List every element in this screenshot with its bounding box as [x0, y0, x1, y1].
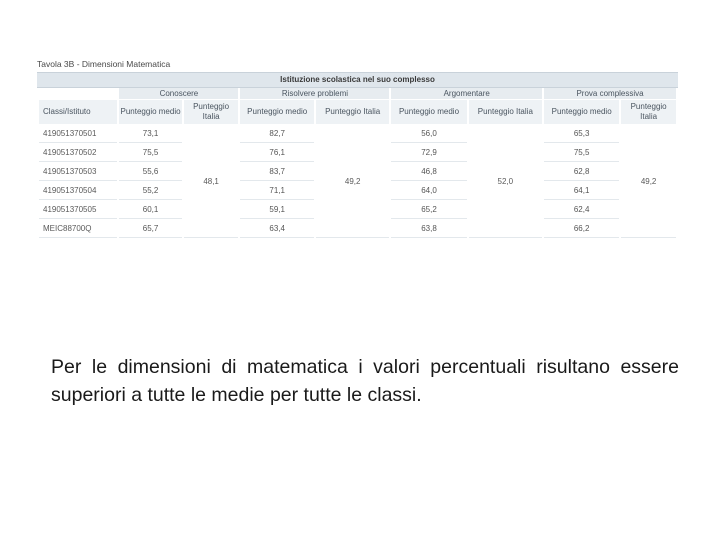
value-prova: 62,8	[544, 163, 619, 181]
school-code: MEIC88700Q	[39, 220, 117, 238]
italia-conoscere: 48,1	[184, 125, 239, 238]
value-risolvere: 71,1	[240, 182, 313, 200]
school-code: 419051370503	[39, 163, 117, 181]
value-risolvere: 76,1	[240, 144, 313, 162]
column-header-punteggio-italia: Punteggio Italia	[469, 100, 542, 124]
value-risolvere: 82,7	[240, 125, 313, 143]
summary-paragraph: Per le dimensioni di matematica i valori percentuali risultano essere superiori a tutte le medie per tutte le classi.	[51, 355, 679, 406]
value-argomentare: 56,0	[391, 125, 466, 143]
value-prova: 64,1	[544, 182, 619, 200]
value-argomentare: 65,2	[391, 201, 466, 219]
group-argomentare: Argomentare	[391, 88, 542, 99]
group-risolvere-problemi: Risolvere problemi	[240, 88, 389, 99]
value-argomentare: 63,8	[391, 220, 466, 238]
school-code: 419051370504	[39, 182, 117, 200]
value-risolvere: 59,1	[240, 201, 313, 219]
group-prova-complessiva: Prova complessiva	[544, 88, 676, 99]
column-header-punteggio-medio: Punteggio medio	[391, 100, 466, 124]
column-header-classi: Classi/Istituto	[39, 100, 117, 124]
school-code: 419051370501	[39, 125, 117, 143]
table-title: Istituzione scolastica nel suo complesso	[37, 72, 678, 88]
math-dimensions-table	[37, 87, 678, 239]
column-header-punteggio-medio: Punteggio medio	[544, 100, 619, 124]
value-prova: 65,3	[544, 125, 619, 143]
column-header-punteggio-italia: Punteggio Italia	[621, 100, 676, 124]
value-conoscere: 55,6	[119, 163, 181, 181]
italia-prova: 49,2	[621, 125, 676, 238]
column-header-punteggio-italia: Punteggio Italia	[316, 100, 389, 124]
table-caption: Tavola 3B - Dimensioni Matematica	[37, 59, 171, 69]
italia-risolvere: 49,2	[316, 125, 389, 238]
value-conoscere: 75,5	[119, 144, 181, 162]
group-conoscere: Conoscere	[119, 88, 238, 99]
school-code: 419051370502	[39, 144, 117, 162]
table-row	[39, 125, 676, 143]
value-conoscere: 55,2	[119, 182, 181, 200]
value-conoscere: 73,1	[119, 125, 181, 143]
value-risolvere: 83,7	[240, 163, 313, 181]
value-conoscere: 60,1	[119, 201, 181, 219]
school-code: 419051370505	[39, 201, 117, 219]
column-header-punteggio-medio: Punteggio medio	[119, 100, 181, 124]
group-spacer	[39, 88, 117, 99]
value-prova: 66,2	[544, 220, 619, 238]
value-argomentare: 64,0	[391, 182, 466, 200]
value-prova: 75,5	[544, 144, 619, 162]
column-header-punteggio-italia: Punteggio Italia	[184, 100, 239, 124]
value-risolvere: 63,4	[240, 220, 313, 238]
italia-argomentare: 52,0	[469, 125, 542, 238]
value-prova: 62,4	[544, 201, 619, 219]
column-header-punteggio-medio: Punteggio medio	[240, 100, 313, 124]
value-conoscere: 65,7	[119, 220, 181, 238]
value-argomentare: 72,9	[391, 144, 466, 162]
value-argomentare: 46,8	[391, 163, 466, 181]
